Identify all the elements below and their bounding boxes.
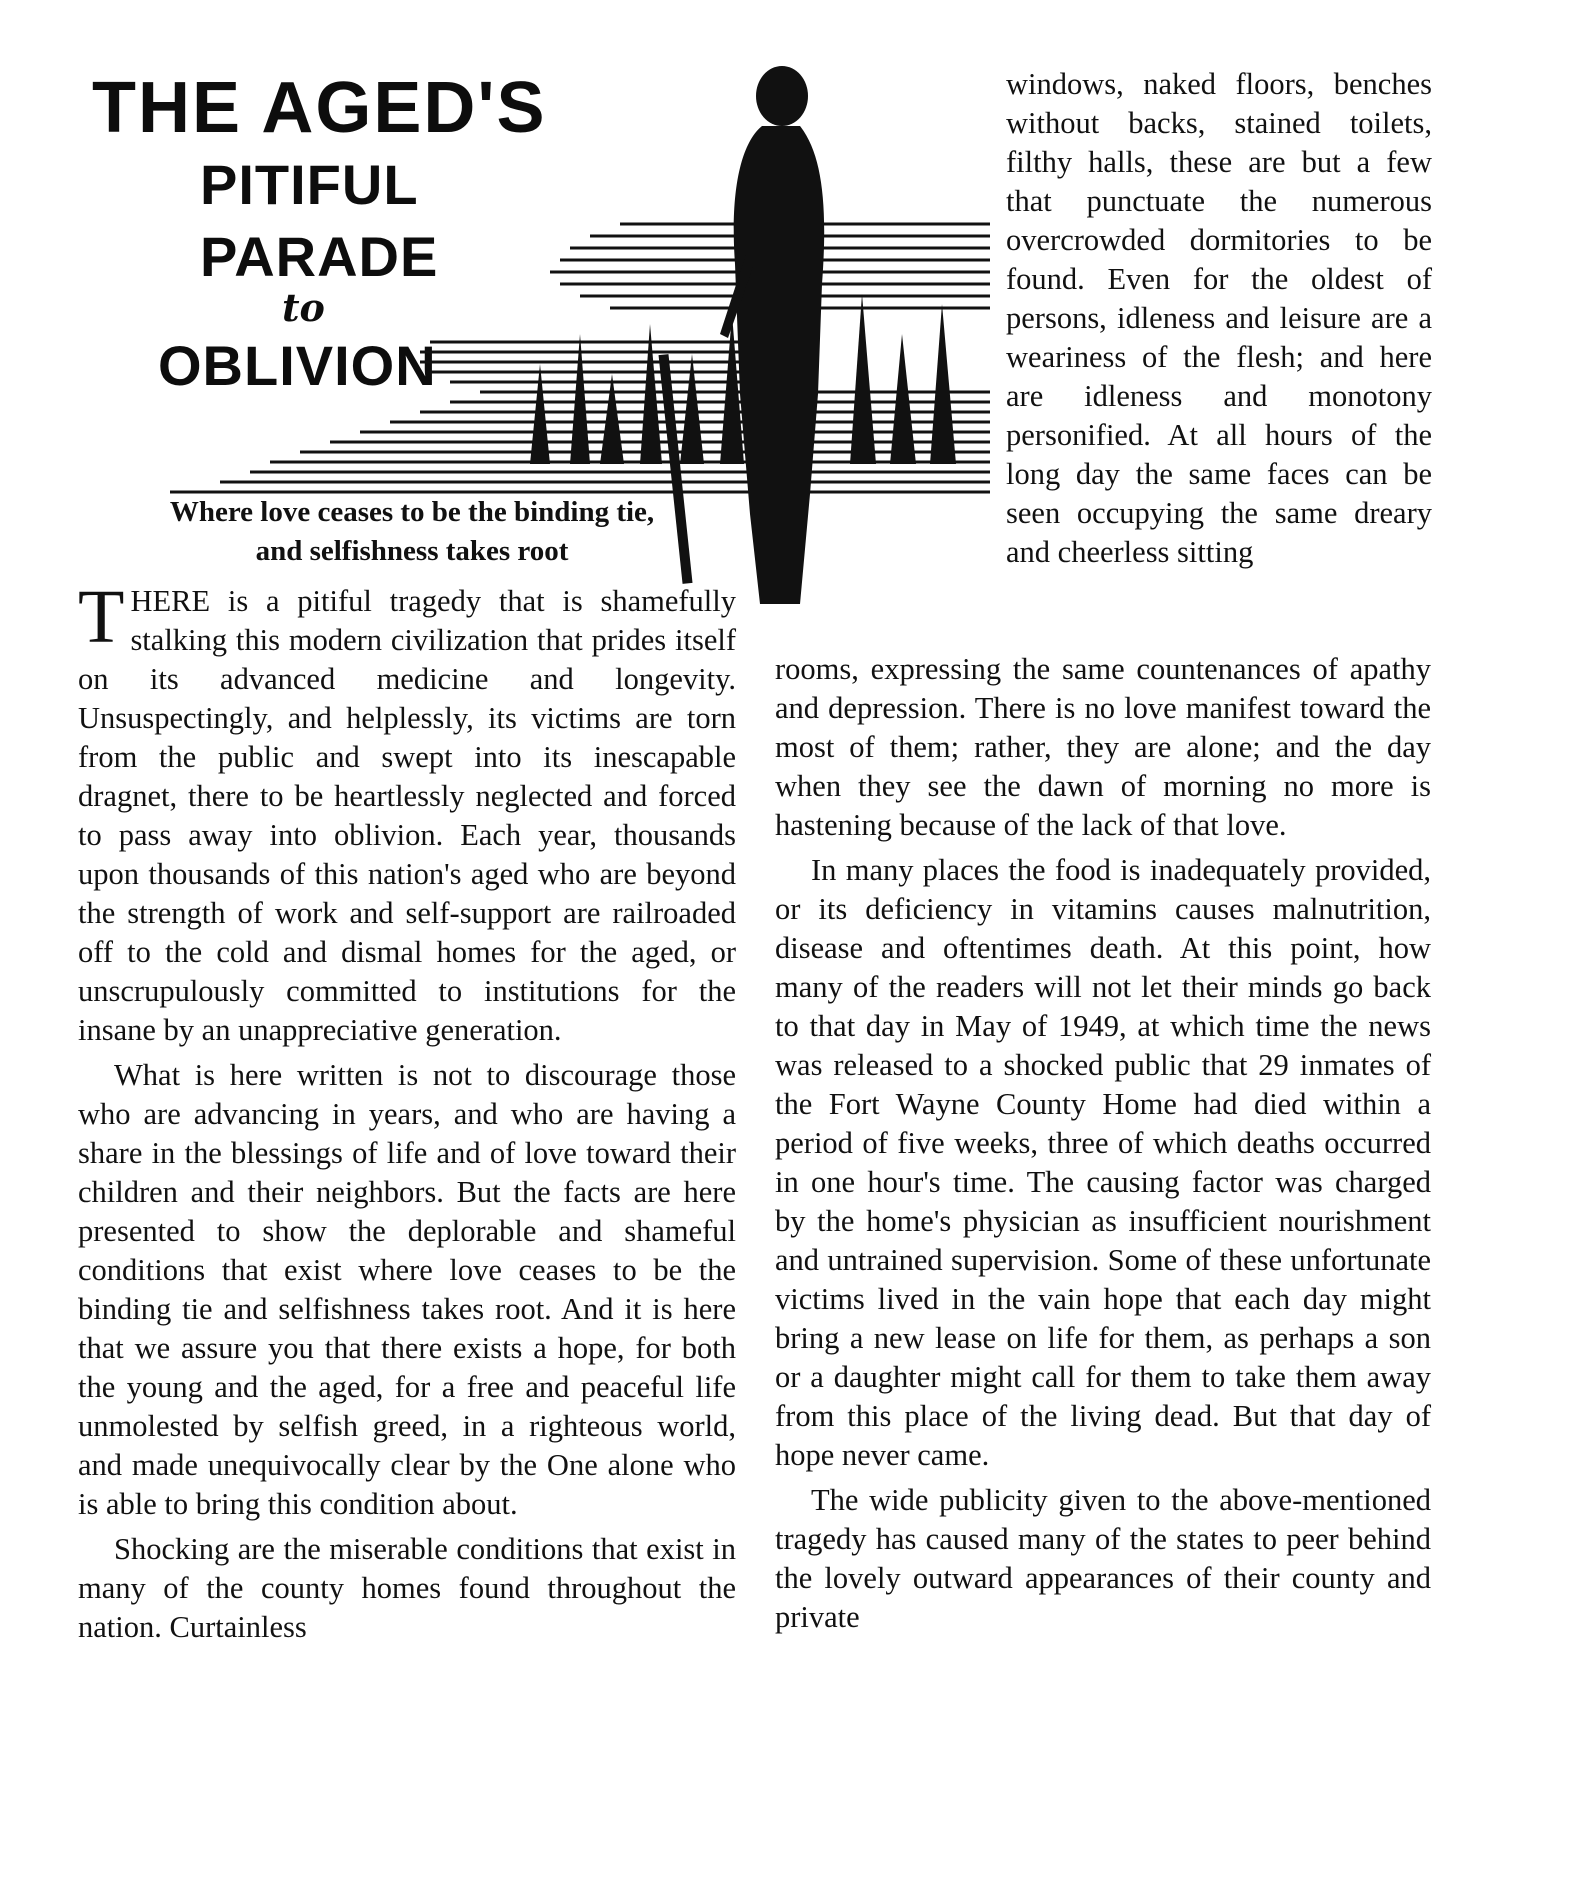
article-paragraph-1 (78, 575, 736, 1050)
article-paragraph-2: What is here written is not to discourage those who are advancing in years, and who are having a share in the blessings of life and of love toward their children and their neighbors. But the facts are here presented to show the deplorable and shameful conditions that exist where love ceases to be the binding tie and selfishness takes root. And it is here that we assure you that there exists a hope, for both the young and the aged, for a free and peaceful life unmolested by selfish greed, in a righteous world, and made unequivocally clear by the One alone who is able to bring this condition about. (78, 1058, 736, 1521)
subheadline-line-1: Where love ceases to be the binding tie, (169, 496, 655, 528)
right-column-top (1006, 65, 1432, 572)
paragraph-1-text: HERE is a pitiful tragedy that is shamefully stalking this modern civilization that prides itself on its advanced medicine and longevity. Unsuspectingly, and helplessly, its victims are torn from the public and swept into its inescapable dragnet, there to be heartlessly neglected and forced to pass away into oblivion. Each year, thousands upon thousands of this nation's aged who are beyond the strength of work and self-support are railroaded off to the cold and dismal homes for the aged, or unscrupulously committed to institutions for the insane by an unappreciative generation. (78, 584, 736, 1047)
headline-line-4: to (282, 285, 325, 330)
drop-cap: T (78, 575, 125, 659)
article-paragraph-continued: rooms, expressing the same countenances of apathy and depression. There is no love manifest toward the most of them; rather, they are alone; and the day when they see the dawn of morning no more is hastening because of the lack of that love. (775, 652, 1431, 842)
right-column (775, 650, 1431, 1643)
article-paragraph-5: The wide publicity given to the above-mentioned tragedy has caused many of the states to peer behind the lovely outward appearances of their county and private (775, 1483, 1431, 1634)
subheadline-line-2: and selfishness takes root (255, 535, 569, 567)
headline-line-5: OBLIVION (158, 334, 437, 397)
headline-line-3: PARADE (200, 225, 439, 288)
headline-line-1: THE AGED'S (92, 68, 547, 148)
article-paragraph-4: In many places the food is inadequately provided, or its deficiency in vitamins causes malnutrition, disease and oftentimes death. At this point, how many of the readers will not let their minds go back to that day in May of 1949, at which time the news was released to a shocked public that 29 inmates of the Fort Wayne County Home had died within a period of five weeks, three of which deaths occurred in one hour's time. The causing factor was charged by the home's physician as insufficient nourishment and untrained supervision. Some of these unfortunate victims lived in the vain hope that each day might bring a new lease on life for them, as perhaps a son or a daughter might call for them to take them away from this place of the living dead. But that day of hope never came. (775, 853, 1431, 1472)
left-column (78, 575, 736, 1653)
article-paragraph-3: Shocking are the miserable conditions that exist in many of the county homes found throughout the nation. Curtainless (78, 1532, 736, 1644)
right-top-text: windows, naked floors, benches without backs, stained toilets, filthy halls, these are but a few that punctuate the numerous overcrowded dormitories to be found. Even for the oldest of persons, idleness and leisure are a weariness of the flesh; and here are idleness and monotony personified. At all hours of the long day the same faces can be seen occupying the same dreary and cheerless sitting (1006, 67, 1432, 569)
headline-line-2: PITIFUL (200, 153, 419, 216)
subheadline (72, 493, 752, 571)
